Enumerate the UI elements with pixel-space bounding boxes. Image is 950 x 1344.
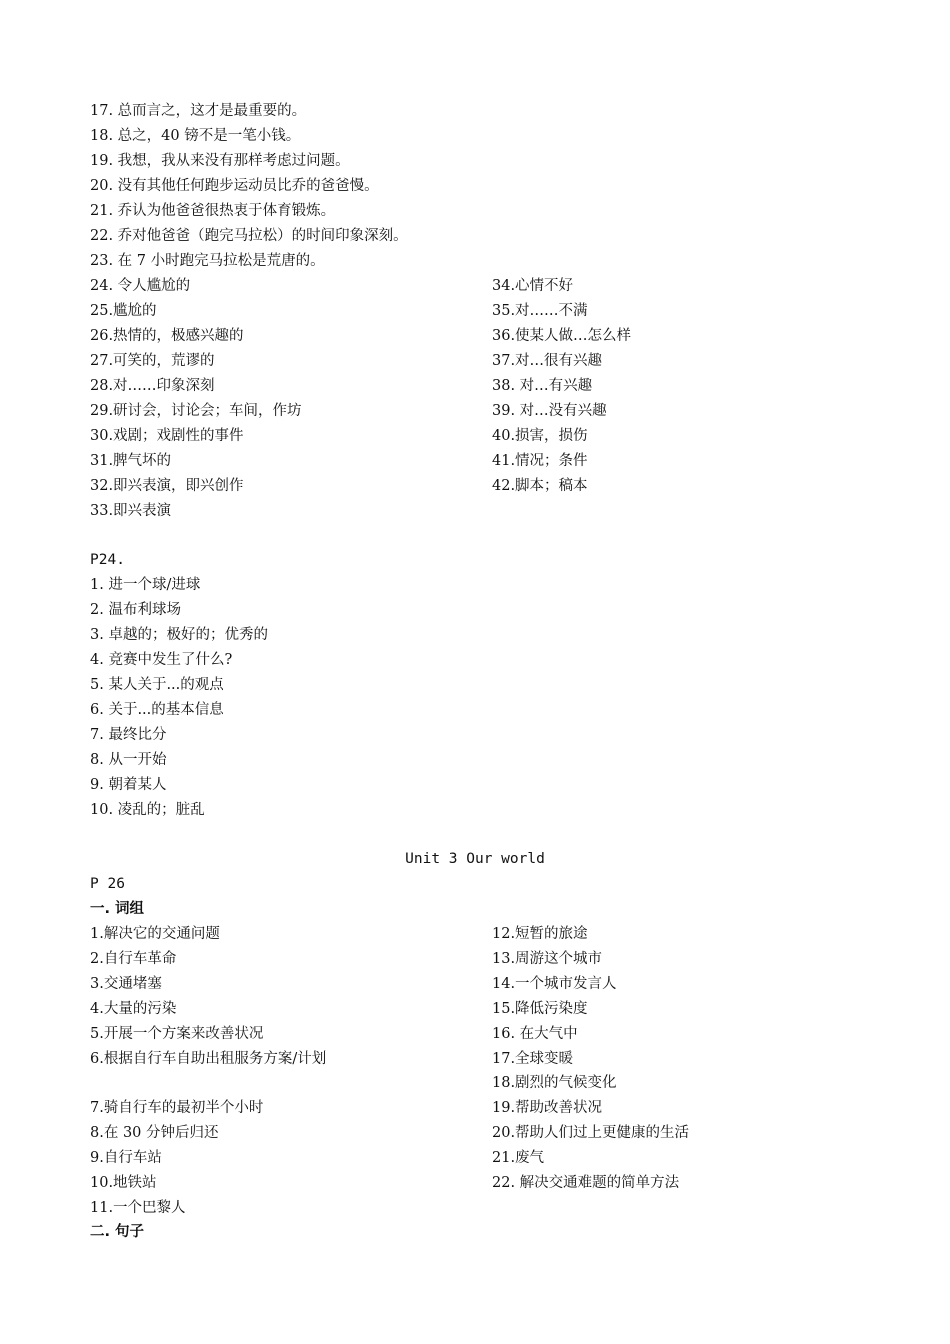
phrase-item: 20.帮助人们过上更健康的生活 <box>492 1125 690 1141</box>
vocab-item: 40.损害，损伤 <box>492 428 588 444</box>
list-item: 10. 凌乱的；脏乱 <box>90 802 205 818</box>
list-item: 5. 某人关于...的观点 <box>90 677 224 693</box>
phrase-item: 18.剧烈的气候变化 <box>492 1075 617 1091</box>
vocab-item: 28.对……印象深刻 <box>90 378 215 394</box>
page-reference: P 26 <box>90 876 125 892</box>
sentence-17: 17. 总而言之，这才是最重要的。 <box>90 103 307 119</box>
section-heading-p24: P24. <box>90 552 125 568</box>
vocab-item: 39. 对…没有兴趣 <box>492 403 607 419</box>
vocab-item: 36.使某人做…怎么样 <box>492 328 632 344</box>
vocab-item: 35.对……不满 <box>492 303 588 319</box>
sentence-22: 22. 乔对他爸爸（跑完马拉松）的时间印象深刻。 <box>90 228 408 244</box>
phrase-item: 1.解决它的交通问题 <box>90 926 220 942</box>
vocab-item: 34.心情不好 <box>492 278 574 294</box>
sentence-20: 20. 没有其他任何跑步运动员比乔的爸爸慢。 <box>90 178 379 194</box>
phrase-item: 3.交通堵塞 <box>90 976 162 992</box>
unit-title: Unit 3 Our world <box>405 851 545 867</box>
phrase-item: 10.地铁站 <box>90 1175 157 1191</box>
phrase-item: 15.降低污染度 <box>492 1001 588 1017</box>
vocab-item: 32.即兴表演，即兴创作 <box>90 478 244 494</box>
sentence-23: 23. 在 7 小时跑完马拉松是荒唐的。 <box>90 253 325 269</box>
list-item: 8. 从一开始 <box>90 752 167 768</box>
vocab-item: 25.尴尬的 <box>90 303 157 319</box>
phrase-item: 7.骑自行车的最初半个小时 <box>90 1100 264 1116</box>
phrase-item: 12.短暂的旅途 <box>492 926 588 942</box>
section-heading-sentences: 二. 句子 <box>90 1224 145 1240</box>
vocab-item: 31.脾气坏的 <box>90 453 172 469</box>
sentence-19: 19. 我想，我从来没有那样考虑过问题。 <box>90 153 350 169</box>
phrase-item: 6.根据自行车自助出租服务方案/计划 <box>90 1051 327 1067</box>
list-item: 1. 进一个球/进球 <box>90 577 201 593</box>
vocab-item: 41.情况；条件 <box>492 453 588 469</box>
vocab-item: 42.脚本；稿本 <box>492 478 588 494</box>
phrase-item: 16. 在大气中 <box>492 1026 578 1042</box>
phrase-item: 21.废气 <box>492 1150 545 1166</box>
phrase-item: 14.一个城市发言人 <box>492 976 617 992</box>
phrase-item: 13.周游这个城市 <box>492 951 603 967</box>
phrase-item: 11.一个巴黎人 <box>90 1200 186 1216</box>
phrase-item: 5.开展一个方案来改善状况 <box>90 1026 264 1042</box>
phrase-item: 22. 解决交通难题的简单方法 <box>492 1175 680 1191</box>
phrase-item: 19.帮助改善状况 <box>492 1100 603 1116</box>
vocab-item: 30.戏剧；戏剧性的事件 <box>90 428 244 444</box>
vocab-item: 37.对…很有兴趣 <box>492 353 603 369</box>
vocab-item: 27.可笑的，荒谬的 <box>90 353 215 369</box>
phrase-item: 8.在 30 分钟后归还 <box>90 1125 219 1141</box>
list-item: 2. 温布利球场 <box>90 602 181 618</box>
phrase-item: 4.大量的污染 <box>90 1001 177 1017</box>
vocab-item: 29.研讨会，讨论会；车间，作坊 <box>90 403 302 419</box>
phrase-item: 17.全球变暖 <box>492 1051 574 1067</box>
sentence-21: 21. 乔认为他爸爸很热衷于体育锻炼。 <box>90 203 336 219</box>
sentence-18: 18. 总之，40 镑不是一笔小钱。 <box>90 128 301 144</box>
section-heading-phrases: 一. 词组 <box>90 901 145 917</box>
list-item: 7. 最终比分 <box>90 727 167 743</box>
vocab-item: 38. 对…有兴趣 <box>492 378 593 394</box>
vocab-item: 26.热情的，极感兴趣的 <box>90 328 244 344</box>
vocab-item: 24. 令人尴尬的 <box>90 278 191 294</box>
list-item: 9. 朝着某人 <box>90 777 167 793</box>
list-item: 6. 关于...的基本信息 <box>90 702 224 718</box>
vocab-item: 33.即兴表演 <box>90 503 172 519</box>
phrase-item: 9.自行车站 <box>90 1150 162 1166</box>
list-item: 4. 竞赛中发生了什么? <box>90 652 233 668</box>
list-item: 3. 卓越的；极好的；优秀的 <box>90 627 268 643</box>
phrase-item: 2.自行车革命 <box>90 951 177 967</box>
